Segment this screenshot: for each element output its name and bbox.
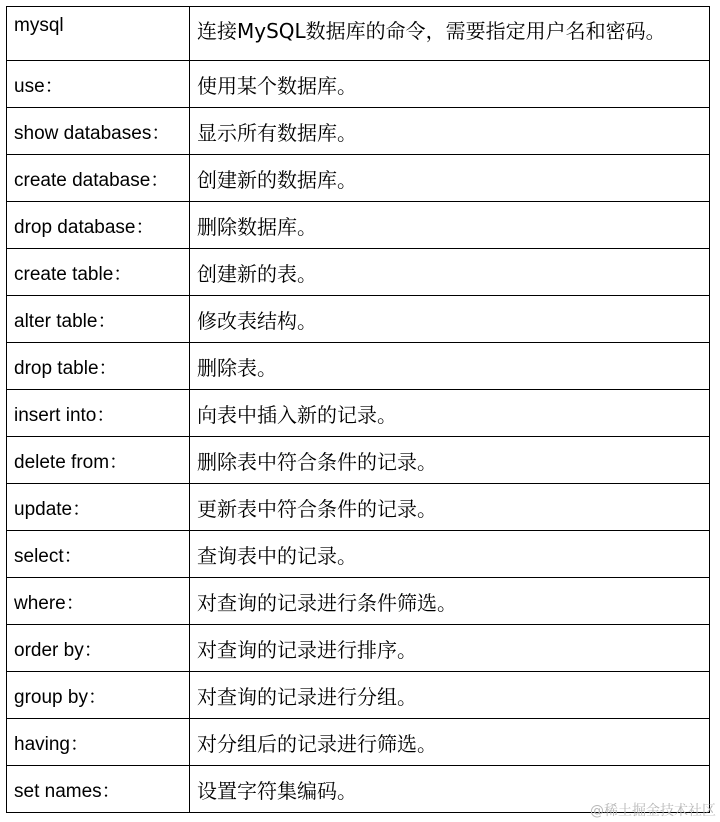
command-cell: create table：: [7, 249, 190, 296]
command-cell: set names：: [7, 766, 190, 813]
table-row: [7, 202, 710, 249]
table-row: [7, 390, 710, 437]
description-cell: 更新表中符合条件的记录。: [190, 484, 710, 531]
command-cell: update：: [7, 484, 190, 531]
command-cell: use：: [7, 61, 190, 108]
description-cell: 创建新的表。: [190, 249, 710, 296]
description-cell: 创建新的数据库。: [190, 155, 710, 202]
command-cell: having：: [7, 719, 190, 766]
command-table: [6, 6, 710, 813]
table-row: [7, 437, 710, 484]
description-cell: 显示所有数据库。: [190, 108, 710, 155]
table-row: [7, 155, 710, 202]
table-row: [7, 343, 710, 390]
table-row: [7, 296, 710, 343]
table-row: [7, 719, 710, 766]
command-cell: group by：: [7, 672, 190, 719]
command-cell: create database：: [7, 155, 190, 202]
description-cell: 修改表结构。: [190, 296, 710, 343]
table-row: [7, 249, 710, 296]
command-cell: drop database：: [7, 202, 190, 249]
description-cell: 对查询的记录进行排序。: [190, 625, 710, 672]
description-cell: 使用某个数据库。: [190, 61, 710, 108]
table-row: [7, 484, 710, 531]
command-cell: select：: [7, 531, 190, 578]
description-cell: 设置字符集编码。: [190, 766, 710, 813]
table-row: [7, 7, 710, 61]
command-cell: order by：: [7, 625, 190, 672]
command-cell: drop table：: [7, 343, 190, 390]
description-cell: 对分组后的记录进行筛选。: [190, 719, 710, 766]
description-cell: 删除表中符合条件的记录。: [190, 437, 710, 484]
command-cell: mysql: [7, 7, 190, 61]
description-cell: 连接MySQL数据库的命令，需要指定用户名和密码。: [190, 7, 710, 61]
description-cell: 向表中插入新的记录。: [190, 390, 710, 437]
description-cell: 查询表中的记录。: [190, 531, 710, 578]
table-row: [7, 531, 710, 578]
command-cell: show databases：: [7, 108, 190, 155]
table-row: [7, 672, 710, 719]
table-row: [7, 625, 710, 672]
table-row: [7, 108, 710, 155]
table-row: [7, 578, 710, 625]
description-cell: 删除表。: [190, 343, 710, 390]
command-cell: delete from：: [7, 437, 190, 484]
command-cell: where：: [7, 578, 190, 625]
command-cell: insert into：: [7, 390, 190, 437]
description-cell: 对查询的记录进行条件筛选。: [190, 578, 710, 625]
table-row: [7, 61, 710, 108]
description-cell: 对查询的记录进行分组。: [190, 672, 710, 719]
command-cell: alter table：: [7, 296, 190, 343]
description-cell: 删除数据库。: [190, 202, 710, 249]
watermark: @稀土掘金技术社区: [590, 803, 716, 819]
